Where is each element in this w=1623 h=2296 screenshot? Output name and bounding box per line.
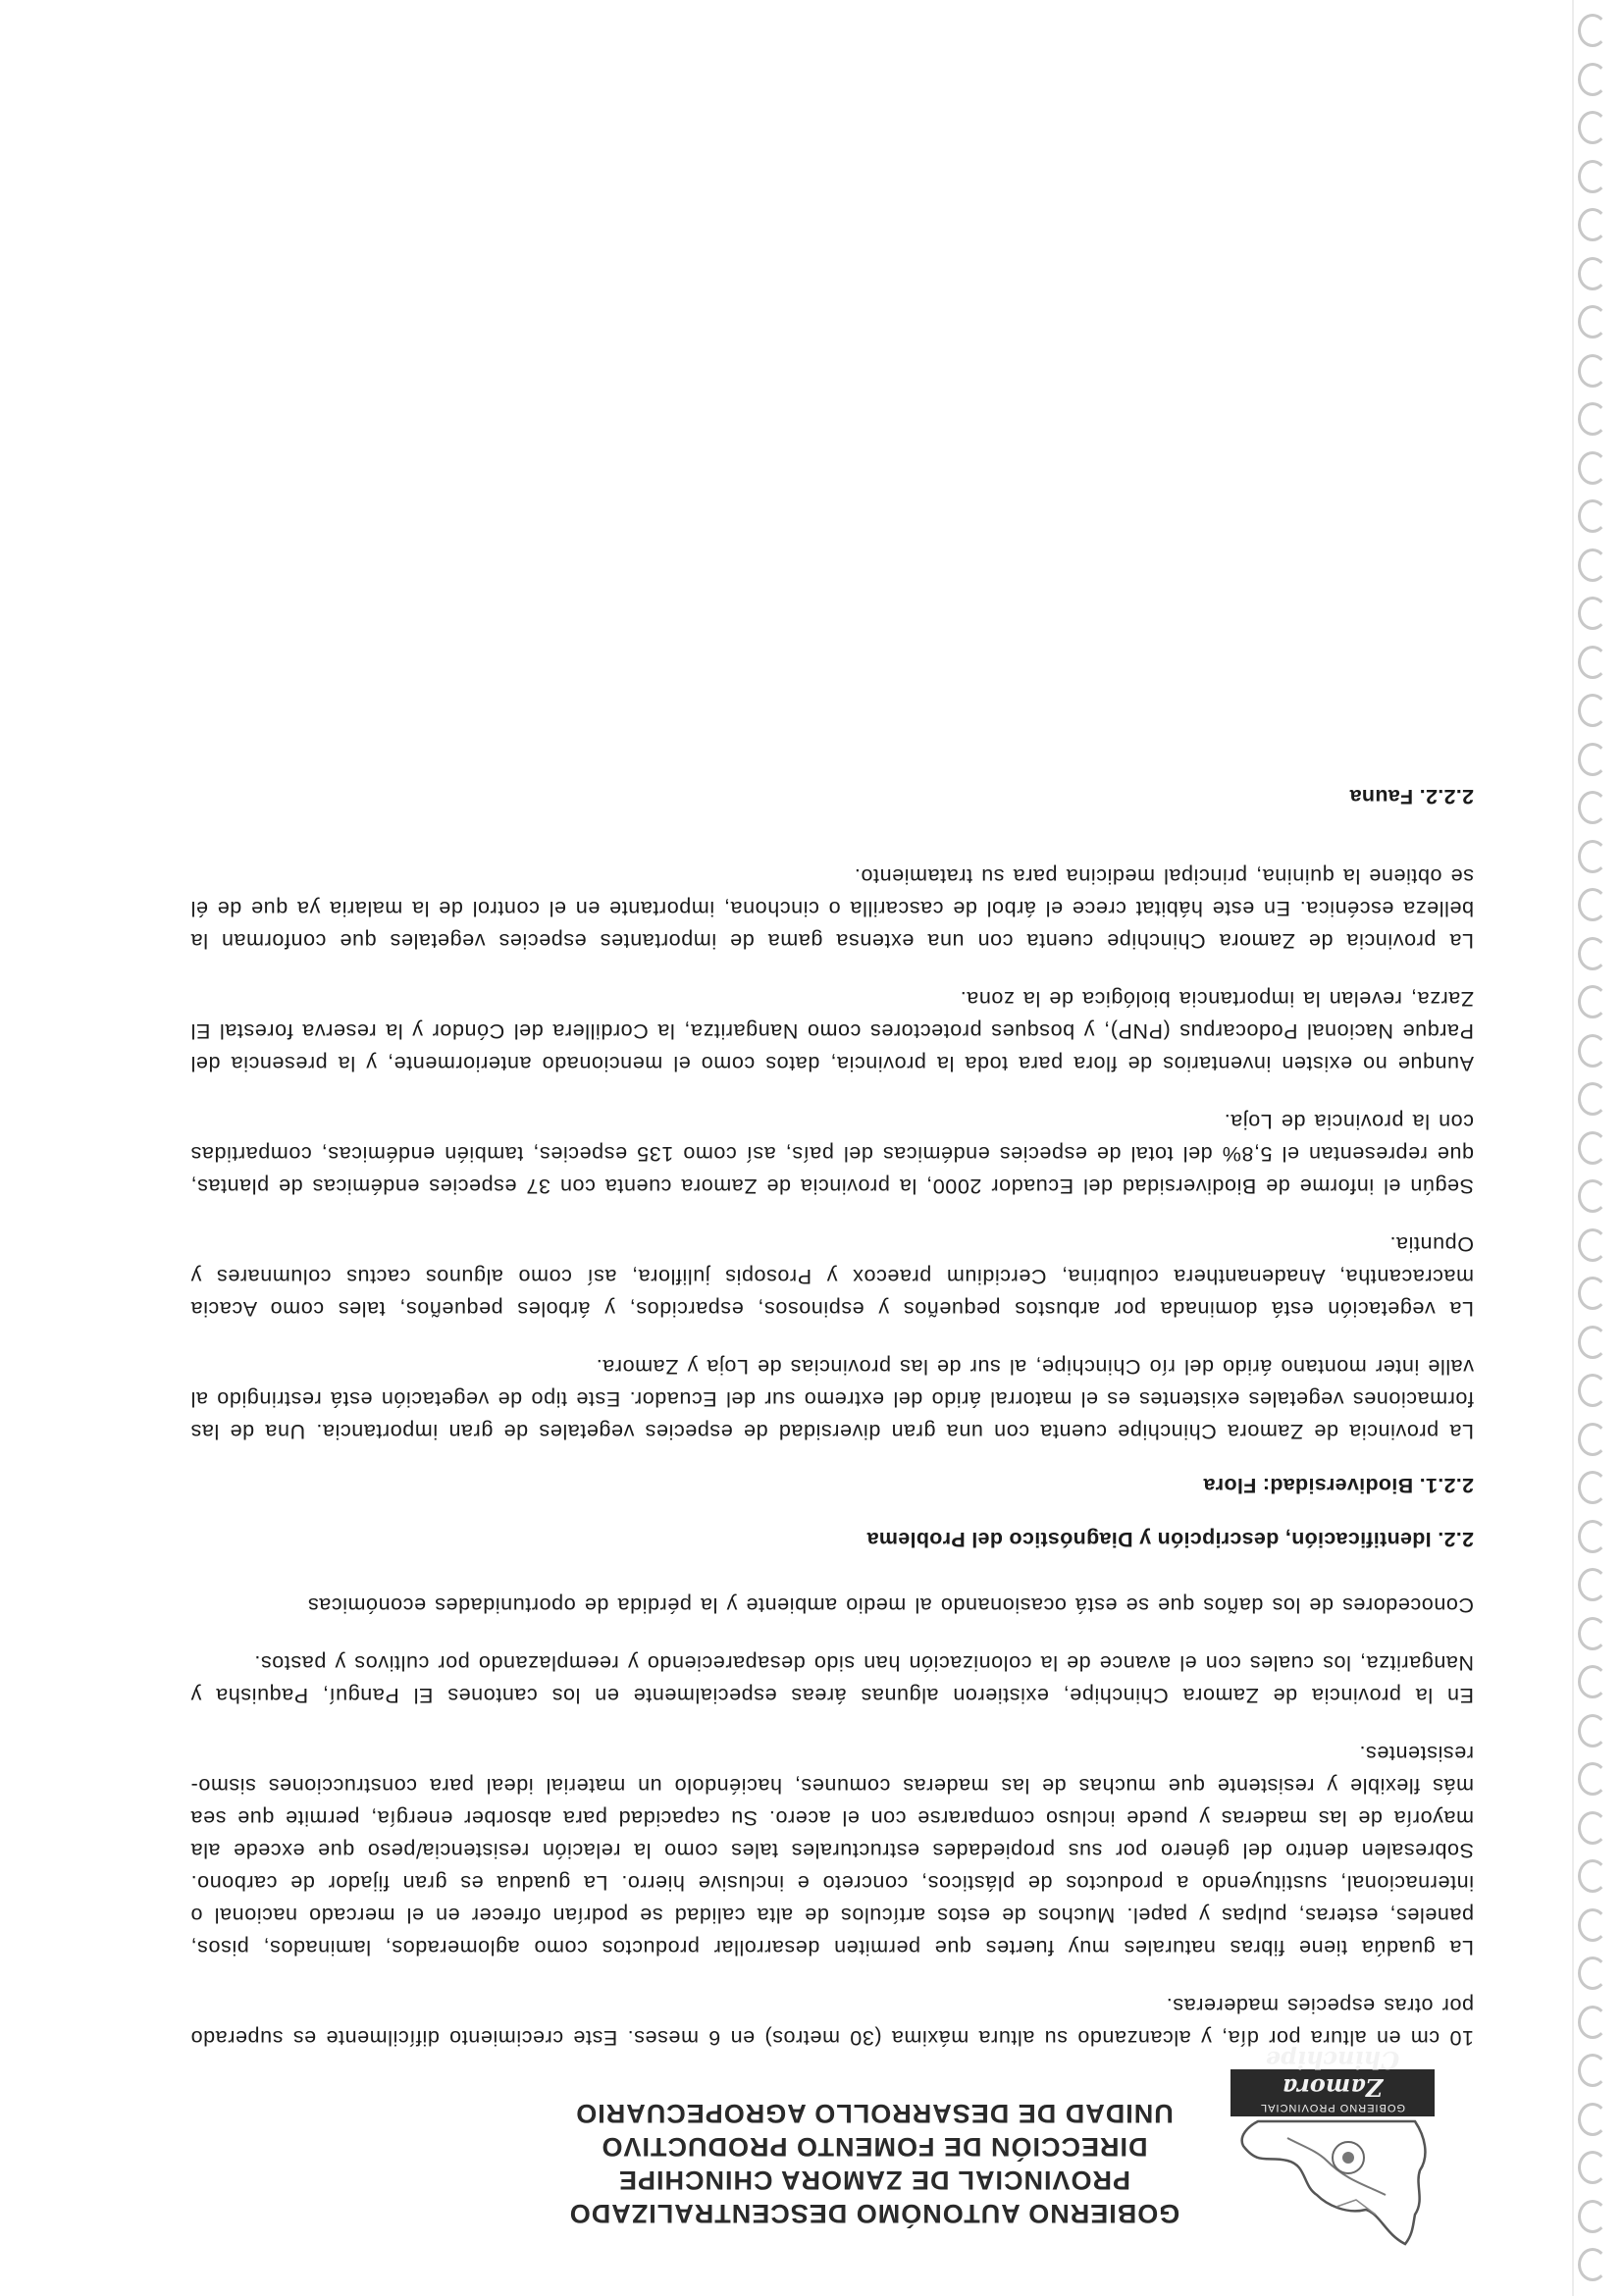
binding-hole — [1578, 1034, 1607, 1068]
binding-hole — [1578, 354, 1607, 388]
paragraph: 10 cm en altura por día, y alcanzando su altura máxima (30 metros) en 6 meses. Este crecimiento difícilmente es superado por otras especies madereras. — [190, 1994, 1474, 2050]
binding-hole — [1578, 2248, 1607, 2281]
binding-hole — [1578, 14, 1607, 47]
paragraph: La provincia de Zamora Chinchipe cuenta con una extensa gama de importantes especies vegetales que conforman la belleza escénica. En este hábitat crece el árbol de cascarilla o cinchona, importante en el control de la malaria ya que de él se obtiene la quinina, principal medicina para su tratamiento. — [190, 864, 1474, 953]
binding-hole — [1578, 1131, 1607, 1165]
binding-hole — [1578, 2054, 1607, 2087]
binding-hole — [1578, 937, 1607, 970]
binding-hole — [1578, 597, 1607, 630]
binding-hole — [1578, 1423, 1607, 1456]
document-body — [190, 784, 1474, 2054]
paragraph: En la provincia de Zamora Chinchipe, existieron algunas áreas especialmente en los cantones El Panguí, Paquisha y Nangaritza, los cuales con el avance de la colonización han sido desapareciendo y reemplazando por cultivos y pastos. — [190, 1651, 1474, 1707]
org-line-3: DIRECCIÓN DE FOMENTO PRODUCTIVO — [601, 2132, 1148, 2162]
binding-hole — [1578, 160, 1607, 193]
document-page — [39, 39, 1570, 2257]
binding-hole — [1578, 548, 1607, 582]
section-heading: 2.2. Identificación, descripción y Diagnóstico del Problema — [866, 1528, 1474, 1551]
binding-hole — [1578, 1908, 1607, 1942]
binding-hole — [1578, 1326, 1607, 1359]
paragraph: La vegetación está dominada por arbustos pequeños y espinosos, esparcidos, y árboles pequeños, tales como Acacia macracantha, Anadenanthera colubrina, Cercidium praecox y Prosopis juliflora, así como algunos cactus columnares y Opuntia. — [190, 1232, 1474, 1321]
binding-hole — [1578, 499, 1607, 533]
logo — [1219, 2046, 1474, 2254]
paragraph: La provincia de Zamora Chinchipe cuenta con una gran diversidad de especies vegetales de gran importancia. Una de las formaciones vegetales existentes es el matorral árido del extremo sur del Ecuador. Este tipo de vegetación está restringido al valle inter montano árido del río Chinchipe, al sur de las provincias de Loja y Zamora. — [190, 1355, 1474, 1443]
binding-hole — [1578, 1957, 1607, 1990]
organization-name — [516, 2097, 1232, 2230]
binding-hole — [1578, 63, 1607, 96]
binding-hole — [1578, 2006, 1607, 2039]
org-line-1: GOBIERNO AUTONÓMO DESCENTRALIZADO — [568, 2199, 1180, 2228]
logo-badge — [1230, 2046, 1435, 2116]
binding-hole — [1578, 1617, 1607, 1650]
binding-hole — [1578, 111, 1607, 144]
paragraph: Aunque no existen inventarios de flora para toda la provincia, datos como el mencionado anteriormente, y la presencia del Parque Nacional Podocarpus (PNP), y bosques protectores como Nangaritza, la Cordillera del Cóndor y la reserva forestal El Zarza, revelan la importancia biológica de la zona. — [190, 987, 1474, 1075]
binding-hole — [1578, 1471, 1607, 1504]
subsection-heading-flora: 2.2.1. Biodiversidad: Flora — [1203, 1474, 1474, 1497]
binding-hole — [1578, 840, 1607, 873]
binding-hole — [1578, 1665, 1607, 1698]
binding-hole — [1578, 1179, 1607, 1213]
binding-hole — [1578, 2151, 1607, 2184]
binding-hole — [1578, 2200, 1607, 2233]
binding-hole — [1578, 1714, 1607, 1748]
paragraph: Conocedores de los daños que se está ocasionando al medio ambiente y la pérdida de oportunidades económicas — [307, 1593, 1474, 1617]
paragraph: Según el informe de Biodiversidad del Ecuador 2000, la provincia de Zamora cuenta con 37 especies endémicas de plantas, que representan el 5,8% del total de especies endémicas del país, así como 135 especies, también endémicas, compartidas con la provincia de Loja. — [190, 1110, 1474, 1198]
letterhead — [190, 2046, 1474, 2254]
binding-hole — [1578, 1520, 1607, 1553]
binding-hole — [1578, 1568, 1607, 1601]
binding-hole — [1578, 1277, 1607, 1310]
binding-hole — [1578, 305, 1607, 339]
binding-hole — [1578, 1082, 1607, 1116]
logo-name: Zamora Chinchipe — [1265, 2046, 1400, 2102]
binding-hole — [1578, 1374, 1607, 1407]
binding-hole — [1578, 451, 1607, 485]
logo-small-text: GOBIERNO PROVINCIAL — [1260, 2102, 1405, 2113]
page-content — [190, 758, 1474, 2254]
binding-hole — [1578, 2103, 1607, 2136]
binding-hole — [1578, 1859, 1607, 1893]
binding-hole — [1578, 1228, 1607, 1262]
subsection-heading-fauna: 2.2.2. Fauna — [1349, 785, 1474, 809]
binding-hole — [1578, 646, 1607, 679]
binding-hole — [1578, 1811, 1607, 1845]
org-line-4: UNIDAD DE DESARROLLO AGROPECUARIO — [575, 2099, 1174, 2128]
binding-hole — [1578, 257, 1607, 290]
binding-hole — [1578, 1762, 1607, 1796]
binding-hole — [1578, 402, 1607, 436]
org-line-2: PROVINCIAL DE ZAMORA CHINCHIPE — [617, 2166, 1131, 2195]
binding-hole — [1578, 743, 1607, 776]
binding-hole — [1578, 791, 1607, 824]
binding-hole — [1578, 888, 1607, 921]
paragraph: La guadúa tiene fibras naturales muy fuertes que permiten desarrollar productos como aglomerados, laminados, pisos, paneles, esteras, pulpas y papel. Muchos de estos artículos de alta calidad se podrían ofrecer en el mercado nacional o internacional, sustituyendo a productos de plásticos, concreto e inclusive hierro. La guadua es gran fijador de carbono. Sobresalen dentro del género por sus propiedades estructurales tales como la relación resistencia/peso que excede ala mayoría de las maderas y puede incluso compararse con el acero. Su capacidad para absorber energía, permite que sea más flexible y resistente que muchas de las maderas comunes, haciéndolo un material ideal para construcciones sismo-resistentes. — [190, 1742, 1474, 1959]
binding-hole — [1578, 208, 1607, 241]
binding-hole — [1578, 985, 1607, 1018]
binding-hole — [1578, 694, 1607, 727]
